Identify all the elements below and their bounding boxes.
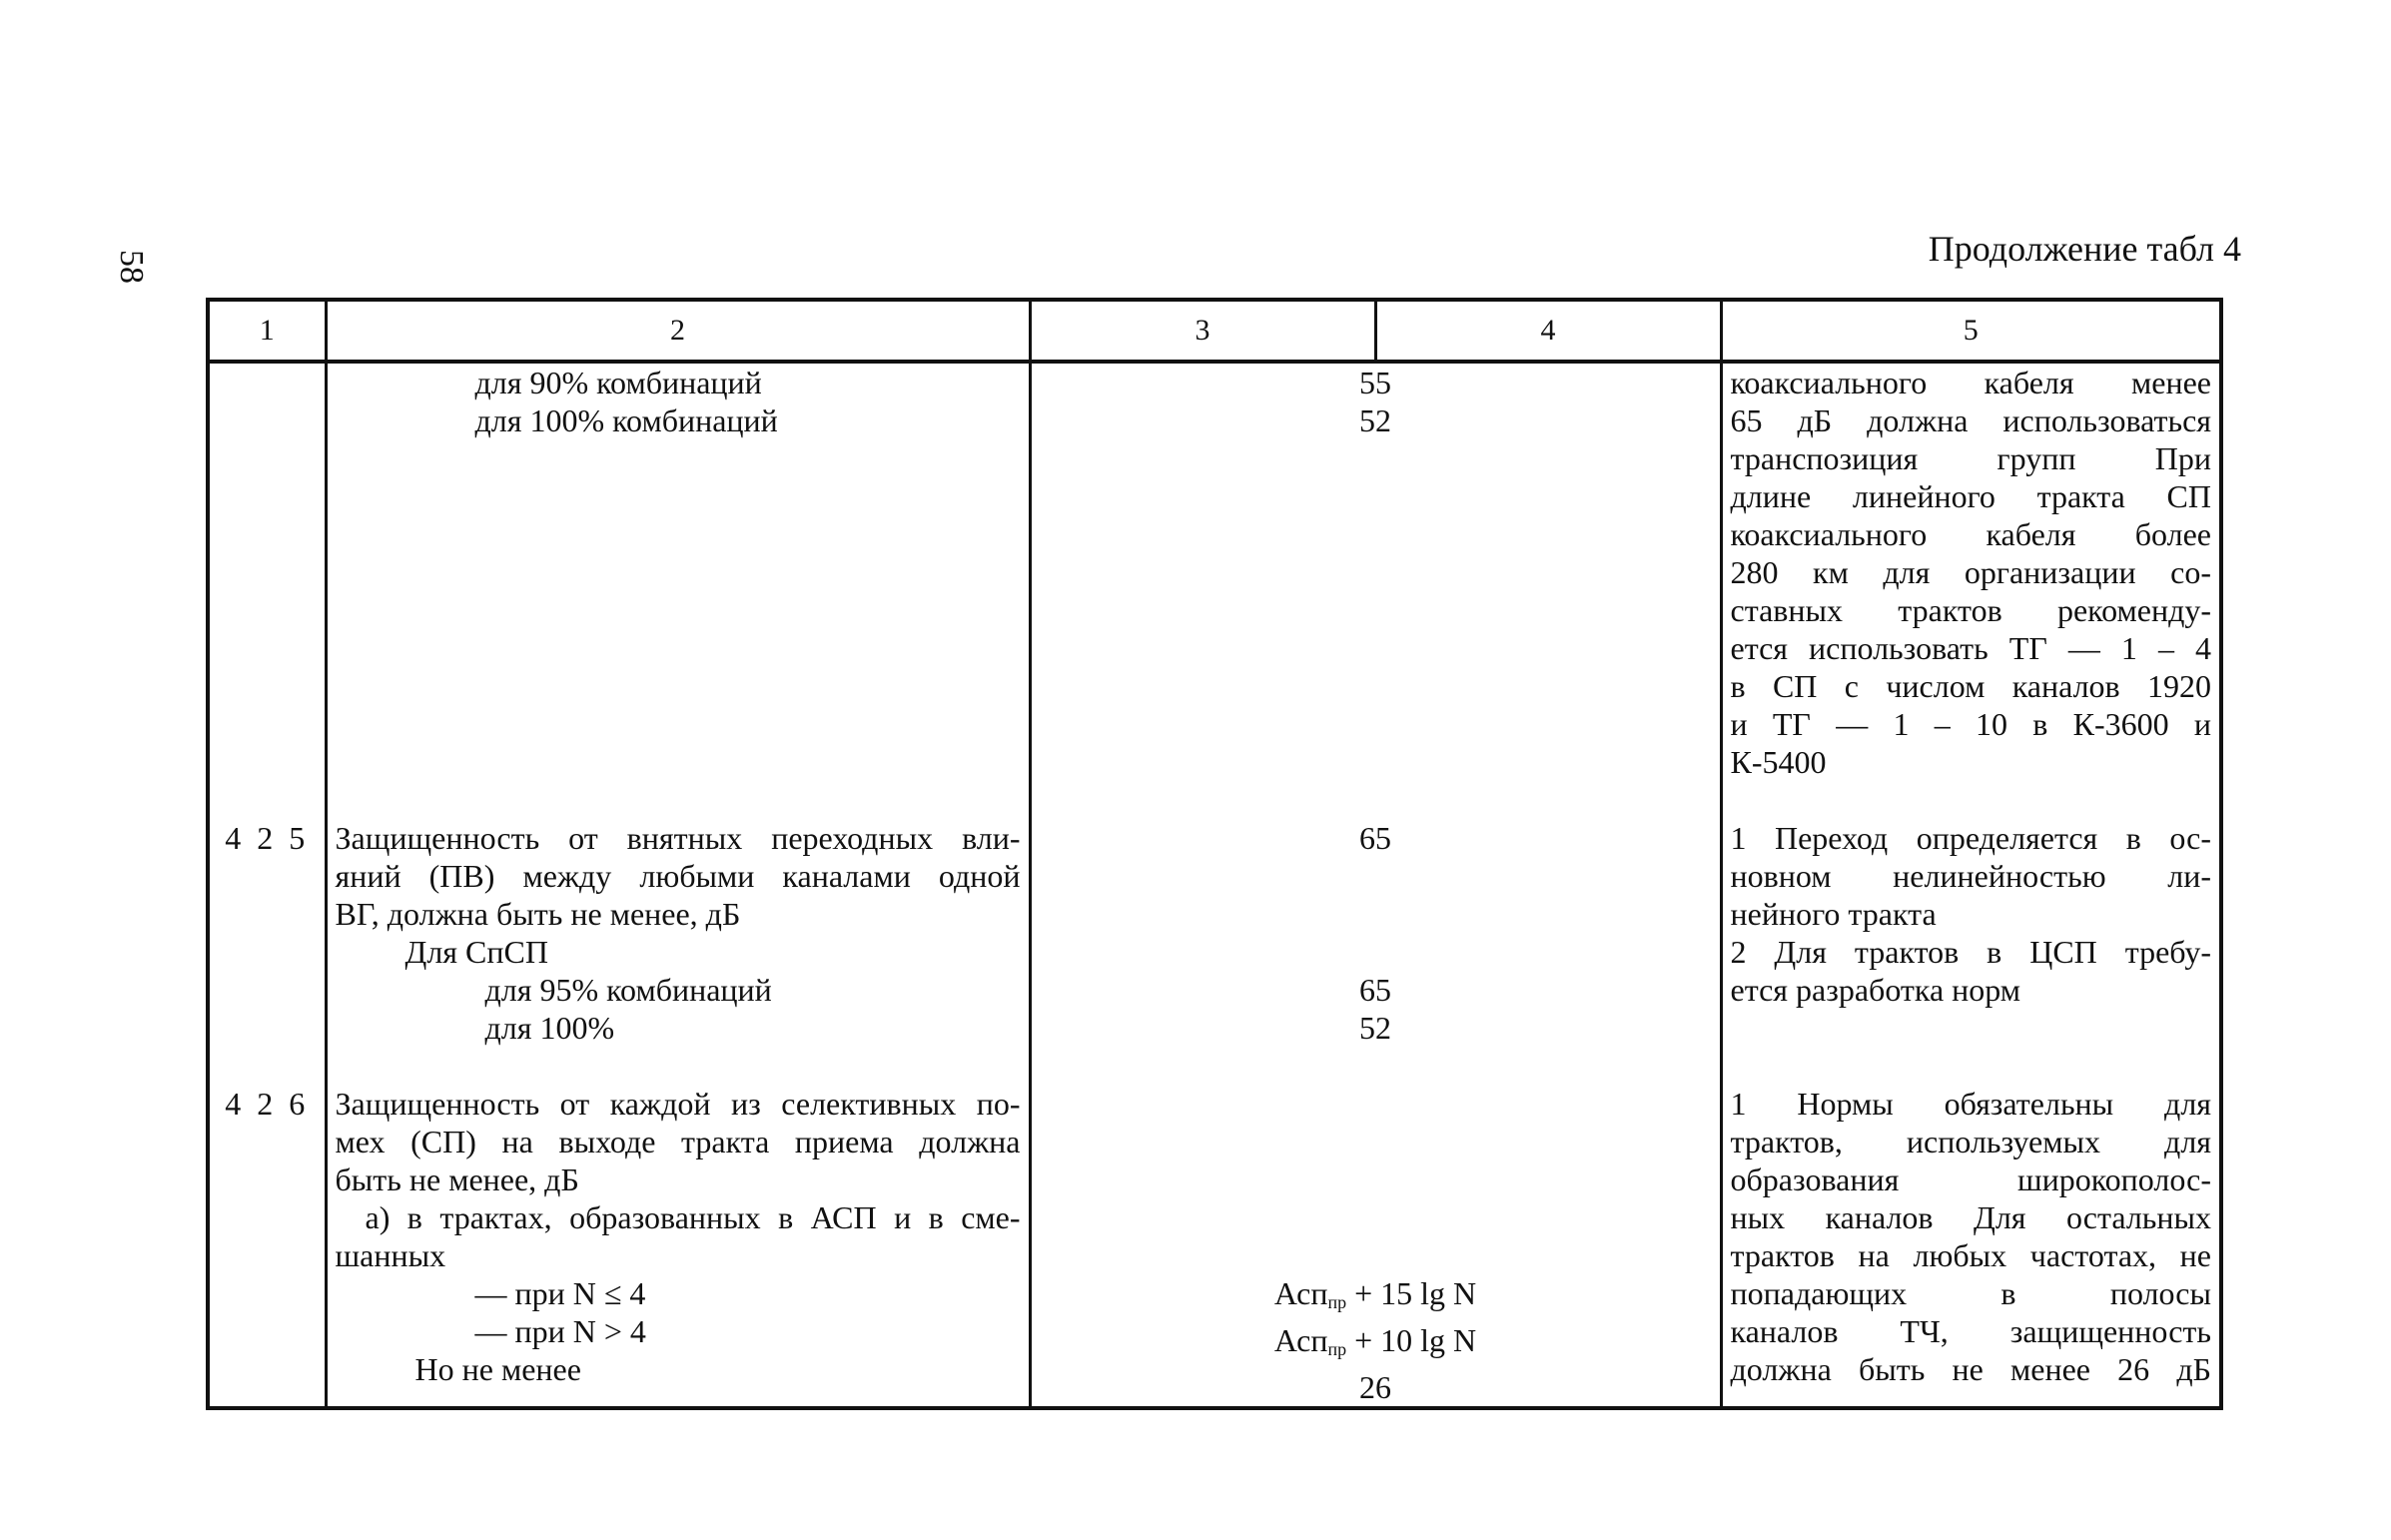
note-line: каналов ТЧ, защищенность <box>1730 1313 2211 1349</box>
note-line: 1 Переход определяется в ос- <box>1730 820 2211 856</box>
header-col-1: 1 <box>208 300 326 362</box>
note-line: 2 Для трактов в ЦСП требу- <box>1730 934 2211 970</box>
description-line: а) в трактах, образованных в АСП и в сме- <box>365 1199 1021 1235</box>
row-number: 4 2 5 <box>208 819 326 1085</box>
note-line: К-5400 <box>1730 744 1827 780</box>
description-line: для 95% комбинаций <box>484 972 772 1008</box>
note-line: коаксиального кабеля более <box>1730 516 2211 552</box>
note-line: новном нелинейностью ли- <box>1730 858 2211 894</box>
note-line: нейного тракта <box>1730 896 1937 932</box>
note-line: образования широкополос- <box>1730 1161 2211 1197</box>
description-line: Но не менее <box>414 1351 581 1387</box>
description-line: Для СпСП <box>404 934 548 970</box>
description-line: ВГ, должна быть не менее, дБ <box>335 896 741 932</box>
note-line: ется разработка норм <box>1730 972 2021 1008</box>
note-line: ставных трактов рекоменду- <box>1730 592 2211 628</box>
note-line: коаксиального кабеля менее <box>1730 365 2211 400</box>
note-line: должна быть не менее 26 дБ <box>1730 1351 2211 1387</box>
value-line: 65 <box>1359 972 1391 1008</box>
note-line: попадающих в полосы <box>1730 1275 2211 1311</box>
header-col-4: 4 <box>1375 300 1721 362</box>
description-line: шанных <box>335 1237 446 1273</box>
header-col-2: 2 <box>326 300 1030 362</box>
note-line: 65 дБ должна использоваться <box>1730 402 2211 438</box>
value-line: 52 <box>1359 402 1391 438</box>
row-number <box>208 362 326 819</box>
table-caption: Продолжение табл 4 <box>1928 229 2241 269</box>
value-line: 52 <box>1359 1010 1391 1046</box>
note-line: трактов на любых частотах, не <box>1730 1237 2211 1273</box>
header-col-5: 5 <box>1721 300 2221 362</box>
note-line: транспозиция групп При <box>1730 440 2211 476</box>
value-line: 65 <box>1359 820 1391 856</box>
row-value <box>1030 1085 1721 1408</box>
header-row <box>208 300 2221 362</box>
table-row-continuation <box>208 362 2221 819</box>
row-note <box>1721 362 2221 819</box>
note-line: трактов, используемых для <box>1730 1124 2211 1159</box>
row-description <box>326 1085 1030 1408</box>
description-line: быть не менее, дБ <box>335 1161 579 1197</box>
norms-table <box>206 298 2223 1410</box>
note-line: длине линейного тракта СП <box>1730 478 2211 514</box>
row-description <box>326 362 1030 819</box>
note-line: и ТГ — 1 – 10 в К-3600 и <box>1730 706 2211 742</box>
description-line: для 100% <box>484 1010 615 1046</box>
description-line: для 100% комбинаций <box>474 402 778 438</box>
table-row-426 <box>208 1085 2221 1408</box>
value-line: 55 <box>1359 365 1391 400</box>
description-line: мех (СП) на выходе тракта приема должна <box>335 1124 1021 1159</box>
note-line: 1 Нормы обязательны для <box>1730 1086 2211 1122</box>
note-line: в СП с числом каналов 1920 <box>1730 668 2211 704</box>
description-line: Защищенность от внятных переходных вли- <box>335 820 1021 856</box>
note-line: ных каналов Для остальных <box>1730 1199 2211 1235</box>
page-number: 58 <box>113 250 150 284</box>
row-value <box>1030 819 1721 1085</box>
note-line: 280 км для организации со- <box>1730 554 2211 590</box>
row-description <box>326 819 1030 1085</box>
table-row-425 <box>208 819 2221 1085</box>
note-line: ется использовать ТГ — 1 – 4 <box>1730 630 2211 666</box>
value-line: Асп$_{пр}$ + 10 lg N <box>1273 1322 1477 1359</box>
description-line: Защищенность от каждой из селективных по- <box>335 1086 1021 1122</box>
description-line: яний (ПВ) между любыми каналами одной <box>335 858 1021 894</box>
row-number: 4 2 6 <box>208 1085 326 1408</box>
description-line: — при N ≤ 4 <box>474 1275 646 1311</box>
row-value <box>1030 362 1721 819</box>
value-line: Асп$_{пр}$ + 15 lg N <box>1273 1275 1477 1312</box>
header-col-3: 3 <box>1030 300 1375 362</box>
description-line: — при N > 4 <box>474 1313 646 1349</box>
row-note <box>1721 819 2221 1085</box>
row-note <box>1721 1085 2221 1408</box>
description-line: для 90% комбинаций <box>474 365 762 400</box>
value-line: 26 <box>1359 1369 1391 1405</box>
